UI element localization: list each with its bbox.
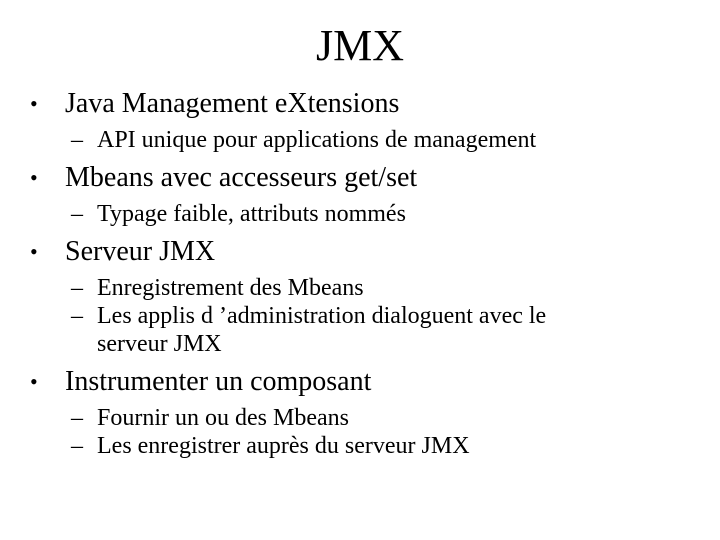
bullet-icon: •	[30, 239, 38, 264]
sub-text: Enregistrement des Mbeans	[97, 275, 364, 301]
sub-item	[65, 432, 690, 460]
dash-icon: –	[71, 433, 83, 459]
bullet-item	[30, 366, 690, 398]
dash-icon: –	[71, 405, 83, 431]
sub-list	[30, 126, 690, 154]
sub-text: API unique pour applications de management	[97, 127, 537, 153]
sub-item	[65, 126, 690, 154]
bullet-item	[30, 162, 690, 194]
bullet-text: Instrumenter un composant	[65, 366, 372, 397]
bullet-text: Serveur JMX	[65, 236, 216, 267]
sub-text: Les enregistrer auprès du serveur JMX	[97, 433, 470, 459]
bullet-item	[30, 236, 690, 268]
bullet-list	[30, 88, 690, 466]
bullet-icon: •	[30, 165, 38, 190]
sub-item	[65, 274, 690, 302]
bullet-group	[30, 88, 690, 154]
sub-text: Les applis d ’administration dialoguent avec le serveur JMX	[97, 303, 547, 357]
slide-title: JMX	[315, 21, 405, 70]
sub-text: Fournir un ou des Mbeans	[97, 405, 349, 431]
sub-item	[65, 200, 690, 228]
sub-item	[65, 404, 690, 432]
dash-icon: –	[71, 127, 83, 153]
dash-icon: –	[71, 303, 83, 329]
bullet-icon: •	[30, 369, 38, 394]
bullet-text: Mbeans avec accesseurs get/set	[65, 162, 418, 193]
dash-icon: –	[71, 201, 83, 227]
dash-icon: –	[71, 275, 83, 301]
sub-list	[30, 274, 690, 358]
bullet-group	[30, 162, 690, 228]
bullet-icon: •	[30, 91, 38, 116]
bullet-group	[30, 236, 690, 358]
bullet-group	[30, 366, 690, 460]
sub-list	[30, 200, 690, 228]
bullet-item	[30, 88, 690, 120]
bullet-text: Java Management eXtensions	[65, 88, 400, 119]
sub-text: Typage faible, attributs nommés	[97, 201, 406, 227]
sub-list	[30, 404, 690, 460]
sub-item	[65, 302, 617, 358]
